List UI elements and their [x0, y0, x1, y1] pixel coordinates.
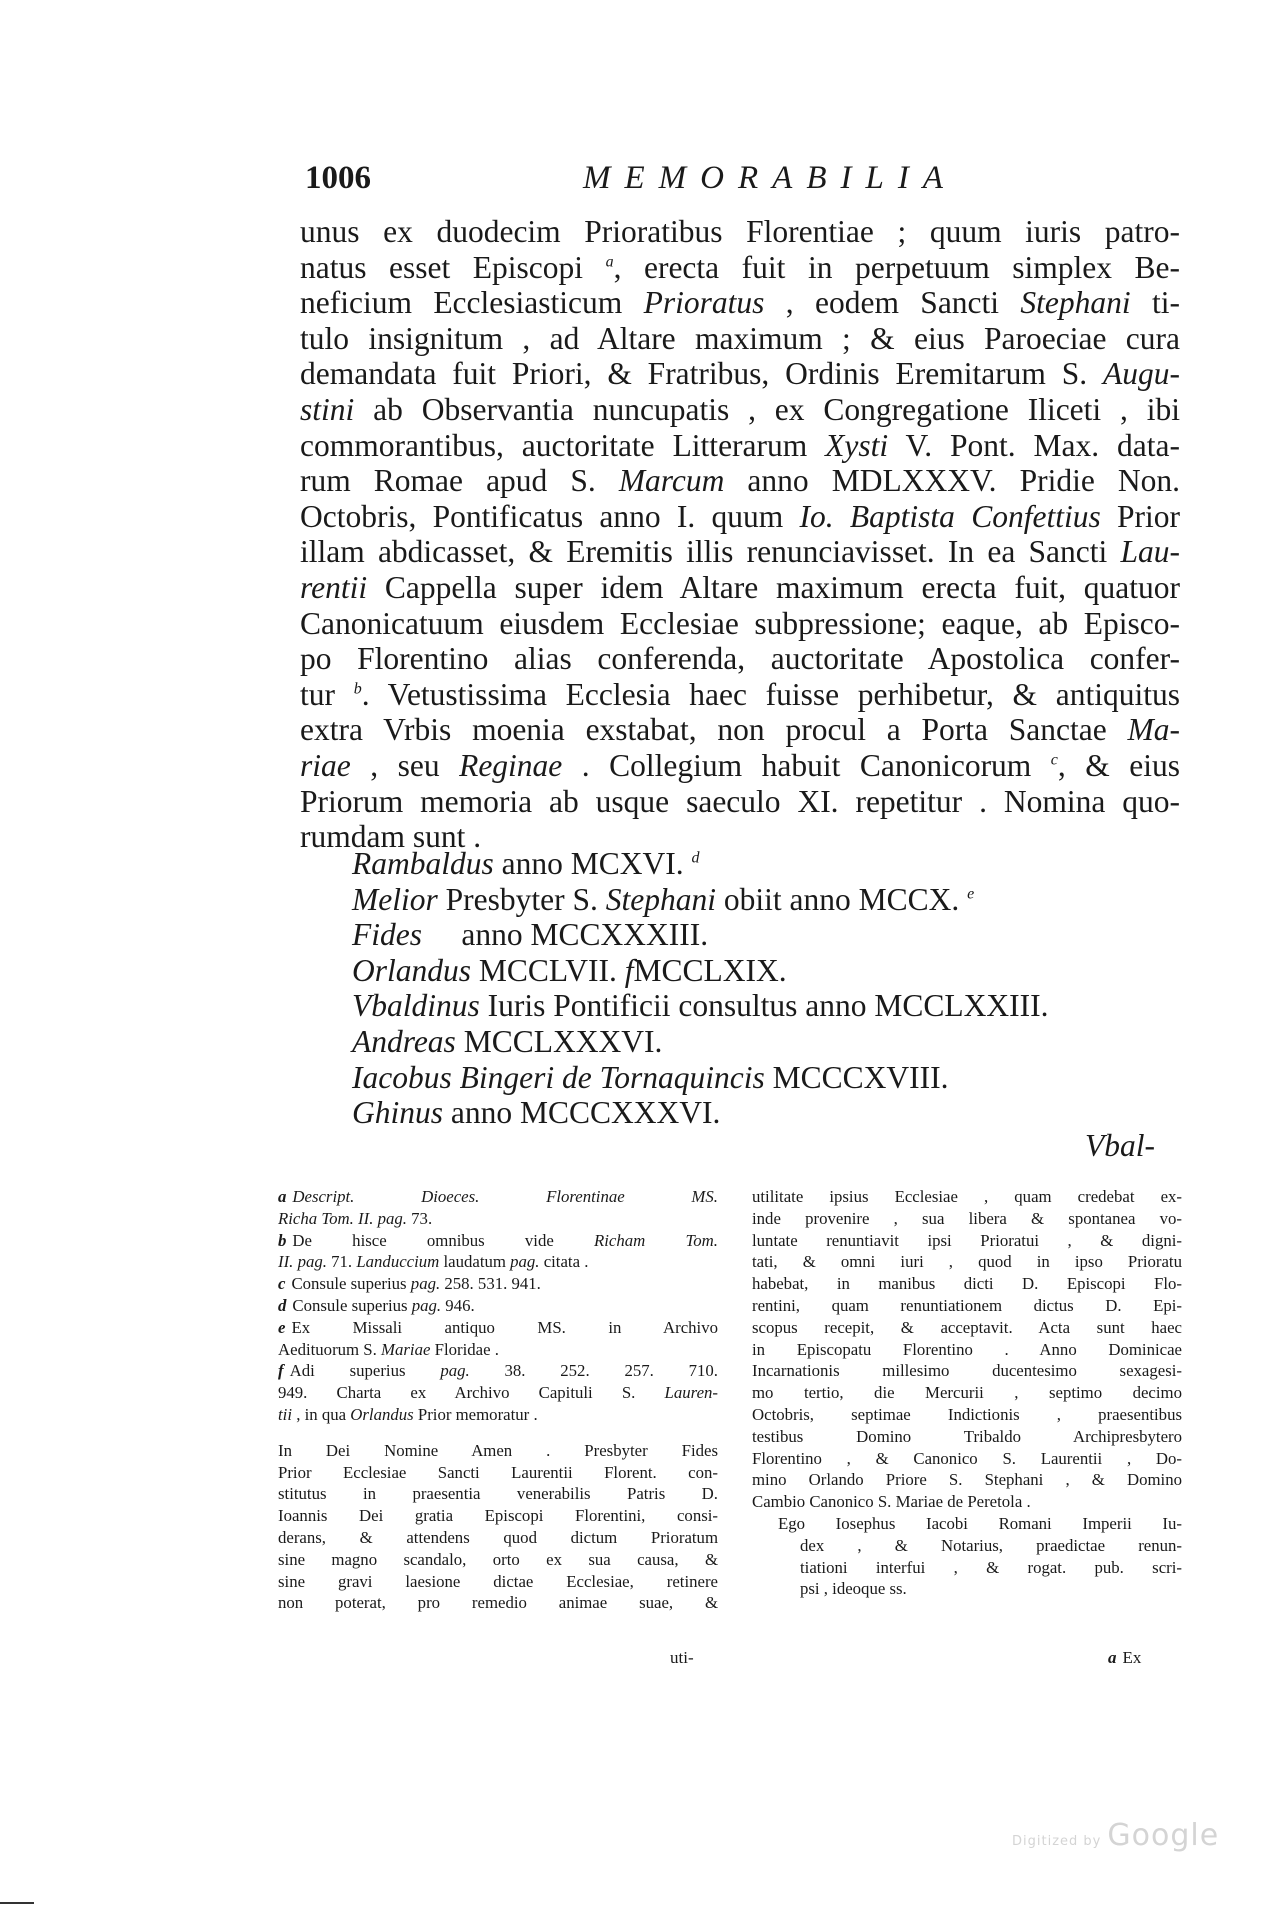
document-line: tati, & omni iuri , quod in ipso Prioratu [752, 1252, 1182, 1272]
footnote-line: f Adi superius pag. 38. 252. 257. 710. [278, 1361, 718, 1381]
footnote-line: Richa Tom. II. pag. 73. [278, 1208, 433, 1228]
digitized-watermark: Digitized by Google [1012, 1818, 1220, 1853]
document-line: non poterat, pro remedio animae suae, & [278, 1593, 718, 1613]
text-line: Octobris, Pontificatus anno I. quum Io. Baptista Confettius Prior [300, 498, 1180, 534]
footnote-line: Aedituorum S. Mariae Floridae . [278, 1339, 499, 1359]
footnotes-left-column [278, 1186, 718, 1614]
document-line: dex , & Notarius, praedictae renun- [800, 1535, 1182, 1555]
footnote-ref: e [967, 885, 975, 903]
text-line: illam abdicasset, & Eremitis illis renunciavisset. In ea Sancti Lau- [300, 534, 1180, 570]
document-line: mo tertio, die Mercurii , septimo decimo [752, 1383, 1182, 1403]
footnote-line: c Consule superius pag. 258. 531. 941. [278, 1274, 541, 1294]
document-line: Octobris, septimae Indictionis , praesentibus [752, 1404, 1182, 1424]
prior-entry: Vbaldinus Iuris Pontificii consultus anno MCCLXXIII. [352, 988, 1049, 1024]
document-line: Florentino , & Canonico S. Laurentii , Do- [752, 1448, 1182, 1468]
document-line: inde provenire , sua libera & spontanea vo- [752, 1208, 1182, 1228]
scan-edge-mark [0, 1902, 34, 1904]
text-line: rumdam sunt . [300, 819, 482, 855]
document-line: sine magno scandalo, orto ex sua causa, & [278, 1549, 718, 1569]
text-line: rum Romae apud S. Marcum anno MDLXXXV. Pridie Non. [300, 463, 1180, 499]
text-line: tulo insignitum , ad Altare maximum ; & eius Paroeciae cura [300, 320, 1180, 356]
prior-entry: Iacobus Bingeri de Tornaquincis MCCCXVIII. [352, 1059, 949, 1095]
footnote-line: 949. Charta ex Archivo Capituli S. Lauren- [278, 1383, 718, 1403]
page-header [305, 160, 1175, 200]
document-line: habebat, in manibus dicti D. Episcopi Flo- [752, 1274, 1182, 1294]
footnote-ref: f [624, 952, 634, 988]
footnote-line: II. pag. 71. Landuccium laudatum pag. citata . [278, 1252, 589, 1272]
priors-list [352, 846, 1172, 1131]
document-line: mino Orlando Priore S. Stephani , & Domino [752, 1470, 1182, 1490]
text-line: neficium Ecclesiasticum Prioratus , eodem Sancti Stephani ti- [300, 285, 1181, 321]
footnote-line: a Descript. Dioeces. Florentinae MS. [278, 1187, 718, 1206]
text-line: stini ab Observantia nuncupatis , ex Congregatione Iliceti , ibi [300, 391, 1180, 427]
footnote-line: b De hisce omnibus vide Richam Tom. [278, 1230, 718, 1250]
footnote-ref: d [691, 849, 700, 867]
footnote-ref: b [353, 680, 362, 698]
document-line: In Dei Nomine Amen . Presbyter Fides [278, 1440, 718, 1460]
document-line: derans, & attendens quod dictum Prioratum [278, 1527, 718, 1547]
text-line: tur $^b$. Vetustissima Ecclesia haec fuisse perhibetur, & antiquitus [300, 676, 1180, 712]
document-line: Incarnationis millesimo ducentesimo sexagesi- [752, 1361, 1182, 1381]
document-line: Prior Ecclesiae Sancti Laurentii Florent. con- [278, 1462, 718, 1482]
document-line: luntate renuntiavit ipsi Prioratui , & digni- [752, 1230, 1182, 1250]
catchword: Vbal- [1085, 1128, 1155, 1163]
text-line: commorantibus, auctoritate Litterarum Xysti V. Pont. Max. data- [300, 427, 1180, 463]
footnote-ref: a [605, 253, 614, 271]
footnote-line: tii , in qua Orlandus Prior memoratur . [278, 1404, 538, 1424]
document-line: rentini, quam renuntiationem dictus D. Epi- [752, 1295, 1182, 1315]
document-line: testibus Domino Tribaldo Archipresbytero [752, 1426, 1182, 1446]
text-line: riae , seu Reginae . Collegium habuit Canonicorum $^c$, & eius [300, 747, 1180, 783]
document-line: Ego Iosephus Iacobi Romani Imperii Iu- [778, 1513, 1182, 1533]
footnote-ref: c [1050, 751, 1058, 769]
text-line: unus ex duodecim Prioratibus Florentiae ; quum iuris patro- [300, 214, 1180, 249]
prior-entry: Orlandus MCCLVII. fMCCLXIX. [352, 952, 787, 988]
text-line: natus esset Episcopi $^a$, erecta fuit in perpetuum simplex Be- [300, 249, 1180, 285]
document-line: in Episcopatu Florentino . Anno Dominicae [752, 1339, 1182, 1359]
page-number: 1006 [305, 160, 371, 196]
document-line: sine gravi laesione dictae Ecclesiae, retinere [278, 1571, 718, 1591]
document-line: scopus recepit, & acceptavit. Acta sunt haec [752, 1317, 1182, 1337]
main-text [300, 214, 1180, 855]
text-line: po Florentino alias conferenda, auctoritate Apostolica confer- [300, 641, 1180, 677]
prior-entry: Melior Presbyter S. Stephani obiit anno MCCX. $^e$ [352, 881, 975, 917]
document-line: psi , ideoque ss. [800, 1579, 907, 1599]
prior-entry: Fides anno MCCXXXIII. [352, 917, 709, 953]
footnote-line: d Consule superius pag. 946. [278, 1295, 475, 1315]
text-line: extra Vrbis moenia exstabat, non procul a Porta Sanctae Ma- [300, 712, 1180, 748]
footnote-line: e Ex Missali antiquo MS. in Archivo [278, 1317, 718, 1337]
document-line: Ioannis Dei gratia Episcopi Florentini, consi- [278, 1506, 718, 1526]
running-title: MEMORABILIA [583, 160, 957, 196]
document-line: Cambio Canonico S. Mariae de Peretola . [752, 1492, 1031, 1512]
text-line: Priorum memoria ab usque saeculo XI. repetitur . Nomina quo- [300, 783, 1180, 819]
text-line: Canonicatuum eiusdem Ecclesiae subpressione; eaque, ab Episco- [300, 605, 1180, 641]
document-line: stitutus in praesentia venerabilis Patris D. [278, 1484, 718, 1504]
footnote-catchword: uti- [670, 1648, 694, 1667]
prior-entry: Andreas MCCLXXXVI. [352, 1023, 663, 1059]
document-line: tiationi interfui , & rogat. pub. scri- [800, 1557, 1182, 1577]
text-line: demandata fuit Priori, & Fratribus, Ordinis Eremitarum S. Augu- [300, 356, 1180, 392]
prior-entry: Rambaldus anno MCXVI. $^d$ [352, 846, 700, 881]
footnote-catchword: a Ex [1108, 1648, 1142, 1667]
footnotes-right-column [752, 1186, 1182, 1600]
document-line: utilitate ipsius Ecclesiae , quam credebat ex- [752, 1187, 1182, 1206]
prior-entry: Ghinus anno MCCCXXXVI. [352, 1095, 721, 1131]
text-line: rentii Cappella super idem Altare maximum erecta fuit, quatuor [300, 569, 1180, 605]
